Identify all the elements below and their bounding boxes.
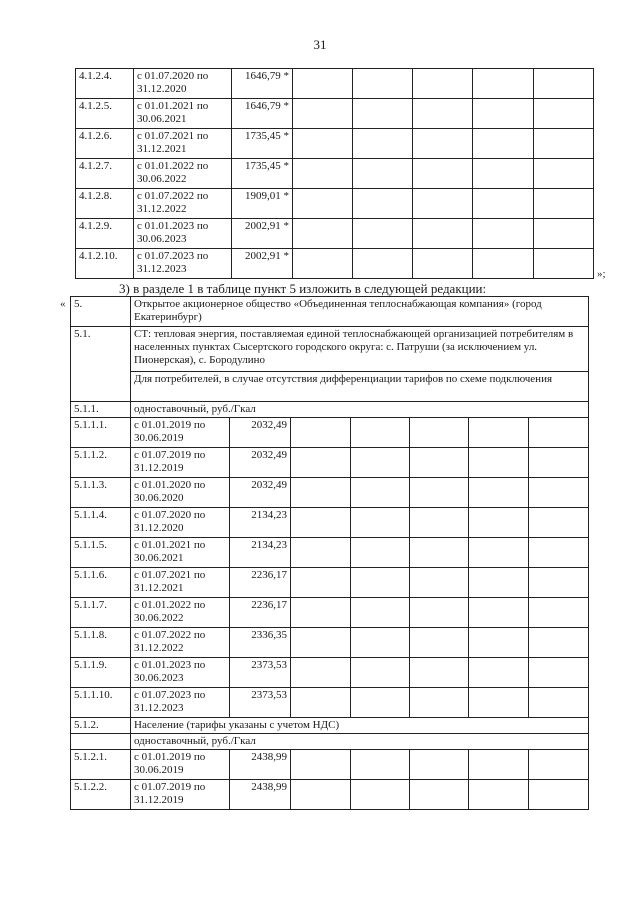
code-cell: 4.1.2.10. — [76, 249, 134, 279]
period-cell: с 01.07.2020 по 31.12.2020 — [134, 69, 232, 99]
empty-cell — [410, 508, 469, 538]
empty-cell — [534, 189, 594, 219]
empty-cell — [291, 568, 351, 598]
table-row — [76, 99, 594, 129]
empty-cell — [534, 219, 594, 249]
value-cell: 2336,35 — [230, 628, 291, 658]
consumers-text-cell: Для потребителей, в случае отсутствия дифференциации тарифов по схеме подключения — [131, 372, 589, 402]
tariff-table-bottom — [70, 296, 589, 810]
empty-cell — [534, 129, 594, 159]
table-row — [71, 718, 589, 734]
page-number: 31 — [313, 37, 327, 52]
empty-cell — [291, 448, 351, 478]
empty-cell — [410, 568, 469, 598]
empty-cell — [351, 780, 410, 810]
code-cell: 5.1.1.5. — [71, 538, 131, 568]
period-cell: с 01.07.2021 по 31.12.2021 — [131, 568, 230, 598]
period-cell: с 01.01.2023 по 30.06.2023 — [134, 219, 232, 249]
period-cell: с 01.01.2020 по 30.06.2020 — [131, 478, 230, 508]
org-code-cell: 5. — [71, 297, 131, 327]
value-cell: 2032,49 — [230, 418, 291, 448]
empty-cell — [534, 99, 594, 129]
empty-cell — [469, 478, 529, 508]
code-cell: 4.1.2.7. — [76, 159, 134, 189]
period-cell: с 01.01.2019 по 30.06.2019 — [131, 750, 230, 780]
one-rate-code-cell: 5.1.1. — [71, 402, 131, 418]
period-cell: с 01.07.2022 по 31.12.2022 — [131, 628, 230, 658]
empty-cell — [529, 478, 589, 508]
empty-cell — [293, 99, 353, 129]
empty-cell — [293, 219, 353, 249]
value-cell: 1735,45 * — [232, 129, 293, 159]
empty-cell — [353, 129, 413, 159]
table-row — [71, 658, 589, 688]
value-cell: 1646,79 * — [232, 69, 293, 99]
empty-cell — [529, 658, 589, 688]
value-cell: 2134,23 — [230, 538, 291, 568]
value-cell: 2002,91 * — [232, 249, 293, 279]
empty-cell — [351, 508, 410, 538]
empty-cell — [529, 750, 589, 780]
period-cell: с 01.07.2022 по 31.12.2022 — [134, 189, 232, 219]
code-cell: 4.1.2.8. — [76, 189, 134, 219]
code-cell: 5.1.1.4. — [71, 508, 131, 538]
empty-cell — [351, 658, 410, 688]
value-cell: 1735,45 * — [232, 159, 293, 189]
empty-cell — [529, 508, 589, 538]
empty-cell — [293, 249, 353, 279]
table-row — [71, 327, 589, 372]
empty-cell — [473, 219, 534, 249]
empty-cell — [291, 658, 351, 688]
empty-cell — [410, 538, 469, 568]
table-row — [71, 628, 589, 658]
opening-quote-mark: « — [60, 298, 66, 310]
empty-cell — [469, 598, 529, 628]
table-row — [76, 249, 594, 279]
empty-cell — [410, 750, 469, 780]
table-row — [76, 219, 594, 249]
population-text-cell: Население (тарифы указаны с учетом НДС) — [131, 718, 589, 734]
table-row — [71, 508, 589, 538]
empty-cell — [410, 628, 469, 658]
code-cell: 5.1.1.7. — [71, 598, 131, 628]
period-cell: с 01.01.2021 по 30.06.2021 — [131, 538, 230, 568]
value-cell: 2438,99 — [230, 780, 291, 810]
period-cell: с 01.01.2019 по 30.06.2019 — [131, 418, 230, 448]
empty-cell — [469, 508, 529, 538]
empty-cell — [469, 448, 529, 478]
population-code-cell: 5.1.2. — [71, 718, 131, 734]
code-cell: 5.1.1.6. — [71, 568, 131, 598]
table-row — [71, 598, 589, 628]
value-cell: 2032,49 — [230, 478, 291, 508]
empty-cell — [353, 189, 413, 219]
st-code-cell: 5.1. — [71, 327, 131, 402]
empty-cell — [529, 538, 589, 568]
empty-cell — [410, 478, 469, 508]
empty-cell — [351, 688, 410, 718]
empty-cell — [353, 249, 413, 279]
period-cell: с 01.01.2022 по 30.06.2022 — [131, 598, 230, 628]
one-rate-text-cell: одноставочный, руб./Гкал — [131, 402, 589, 418]
code-cell: 5.1.1.9. — [71, 658, 131, 688]
empty-cell — [293, 159, 353, 189]
value-cell: 2236,17 — [230, 568, 291, 598]
code-cell: 5.1.1.3. — [71, 478, 131, 508]
empty-cell — [473, 99, 534, 129]
org-name-cell: Открытое акционерное общество «Объединенная теплоснабжающая компания» (город Екатеринбург) — [131, 297, 589, 327]
table-row — [71, 478, 589, 508]
empty-cell — [410, 658, 469, 688]
empty-cell — [413, 219, 473, 249]
empty-cell — [351, 568, 410, 598]
empty-cell — [410, 598, 469, 628]
table-row — [76, 129, 594, 159]
code-cell: 5.1.1.2. — [71, 448, 131, 478]
code-cell: 4.1.2.4. — [76, 69, 134, 99]
value-cell: 1909,01 * — [232, 189, 293, 219]
table-row — [76, 159, 594, 189]
table-row — [71, 780, 589, 810]
empty-cell — [353, 69, 413, 99]
empty-cell — [473, 69, 534, 99]
empty-cell — [351, 418, 410, 448]
table-row — [71, 568, 589, 598]
table-row — [71, 538, 589, 568]
period-cell: с 01.07.2019 по 31.12.2019 — [131, 448, 230, 478]
table-row — [71, 297, 589, 327]
empty-cell — [534, 69, 594, 99]
empty-cell — [529, 688, 589, 718]
empty-cell — [291, 418, 351, 448]
value-cell: 2438,99 — [230, 750, 291, 780]
empty-cell — [291, 598, 351, 628]
period-cell: с 01.07.2021 по 31.12.2021 — [134, 129, 232, 159]
code-cell: 4.1.2.9. — [76, 219, 134, 249]
empty-cell — [351, 628, 410, 658]
empty-cell — [351, 448, 410, 478]
empty-cell — [413, 129, 473, 159]
empty-cell — [291, 780, 351, 810]
empty-cell — [413, 249, 473, 279]
empty-cell — [293, 189, 353, 219]
empty-cell — [469, 568, 529, 598]
empty-cell — [291, 628, 351, 658]
period-cell: с 01.07.2019 по 31.12.2019 — [131, 780, 230, 810]
table-row — [71, 418, 589, 448]
empty-cell — [469, 688, 529, 718]
empty-cell — [413, 189, 473, 219]
value-cell: 2134,23 — [230, 508, 291, 538]
table-row — [71, 402, 589, 418]
period-cell: с 01.01.2021 по 30.06.2021 — [134, 99, 232, 129]
empty-cell — [351, 538, 410, 568]
period-cell: с 01.07.2023 по 31.12.2023 — [134, 249, 232, 279]
empty-cell — [529, 418, 589, 448]
empty-cell — [473, 189, 534, 219]
table-row — [71, 448, 589, 478]
empty-cell — [413, 159, 473, 189]
table-row — [71, 372, 589, 402]
empty-cell — [410, 688, 469, 718]
empty-cell — [291, 478, 351, 508]
code-cell: 5.1.1.1. — [71, 418, 131, 448]
empty-cell — [410, 448, 469, 478]
empty-cell — [413, 69, 473, 99]
period-cell: с 01.07.2020 по 31.12.2020 — [131, 508, 230, 538]
code-cell: 5.1.1.10. — [71, 688, 131, 718]
empty-cell — [413, 99, 473, 129]
table-row — [76, 189, 594, 219]
empty-cell — [353, 159, 413, 189]
value-cell: 1646,79 * — [232, 99, 293, 129]
code-cell: 4.1.2.5. — [76, 99, 134, 129]
subsection-heading: 3) в разделе 1 в таблице пункт 5 изложить в следующей редакции: — [119, 281, 487, 296]
empty-cell — [291, 688, 351, 718]
empty-cell — [529, 780, 589, 810]
empty-cell — [291, 508, 351, 538]
empty-cell — [534, 159, 594, 189]
period-cell: с 01.01.2023 по 30.06.2023 — [131, 658, 230, 688]
value-cell: 2373,53 — [230, 688, 291, 718]
value-cell: 2373,53 — [230, 658, 291, 688]
tariff-table-top — [75, 68, 594, 279]
empty-cell — [529, 628, 589, 658]
empty-cell — [351, 598, 410, 628]
st-text-cell: СТ: тепловая энергия, поставляемая единой теплоснабжающей организацией потребителям в населенных пунктах Сысертского городского округа: с. Патруши (за исключением ул. Пионерская), с. Бородулино — [131, 327, 589, 372]
empty-cell — [473, 249, 534, 279]
value-cell: 2236,17 — [230, 598, 291, 628]
empty-cell — [291, 538, 351, 568]
closing-quote-mark: »; — [597, 268, 606, 280]
empty-cell — [293, 69, 353, 99]
empty-cell — [291, 750, 351, 780]
table-row — [76, 69, 594, 99]
empty-cell — [469, 750, 529, 780]
period-cell: с 01.07.2023 по 31.12.2023 — [131, 688, 230, 718]
code-cell: 5.1.1.8. — [71, 628, 131, 658]
population-rate-text-cell: одноставочный, руб./Гкал — [131, 734, 589, 750]
empty-cell — [469, 780, 529, 810]
empty-cell — [473, 129, 534, 159]
value-cell: 2002,91 * — [232, 219, 293, 249]
code-cell: 4.1.2.6. — [76, 129, 134, 159]
code-cell: 5.1.2.2. — [71, 780, 131, 810]
empty-cell — [353, 99, 413, 129]
value-cell: 2032,49 — [230, 448, 291, 478]
empty-cell — [469, 658, 529, 688]
empty-cell — [473, 159, 534, 189]
period-cell: с 01.01.2022 по 30.06.2022 — [134, 159, 232, 189]
empty-cell — [410, 780, 469, 810]
table-row — [71, 750, 589, 780]
empty-cell — [529, 448, 589, 478]
empty-cell — [469, 418, 529, 448]
empty-cell — [410, 418, 469, 448]
empty-cell — [469, 538, 529, 568]
empty-cell — [529, 568, 589, 598]
empty-cell — [351, 478, 410, 508]
empty-cell — [351, 750, 410, 780]
empty-cell — [293, 129, 353, 159]
empty-cell — [529, 598, 589, 628]
table-row — [71, 734, 589, 750]
table-row — [71, 688, 589, 718]
empty-cell — [71, 734, 131, 750]
empty-cell — [353, 219, 413, 249]
code-cell: 5.1.2.1. — [71, 750, 131, 780]
empty-cell — [534, 249, 594, 279]
empty-cell — [469, 628, 529, 658]
